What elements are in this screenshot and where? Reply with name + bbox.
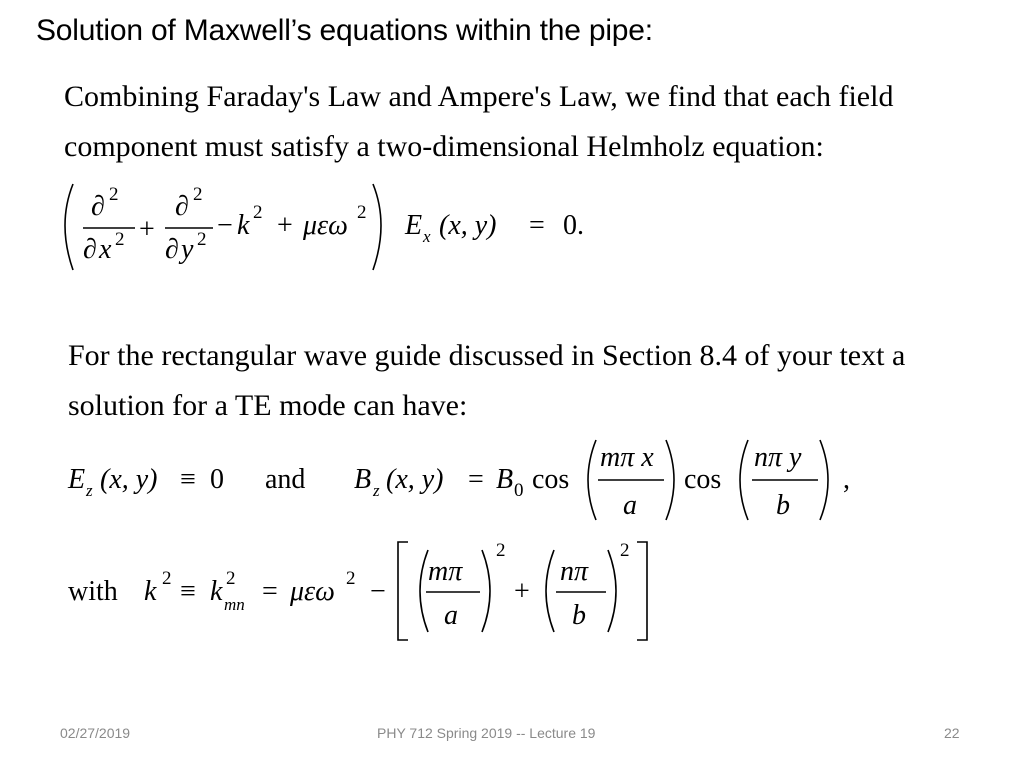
svg-text:cos: cos bbox=[532, 464, 570, 495]
svg-text:0: 0 bbox=[210, 464, 224, 495]
te-mode-paragraph: For the rectangular wave guide discussed in Section 8.4 of your text a solution for a TE mode can have: bbox=[68, 339, 906, 422]
svg-text:∂: ∂ bbox=[175, 191, 189, 222]
svg-text:(x, y): (x, y) bbox=[439, 210, 497, 241]
svg-text:2: 2 bbox=[115, 229, 125, 250]
svg-text:k: k bbox=[237, 210, 250, 241]
svg-text:2: 2 bbox=[162, 568, 172, 589]
svg-text:+: + bbox=[514, 576, 530, 607]
svg-text:−: − bbox=[217, 210, 233, 241]
svg-text:a: a bbox=[444, 600, 458, 631]
svg-text:∂: ∂ bbox=[165, 234, 179, 265]
svg-text:0.: 0. bbox=[563, 210, 584, 241]
svg-text:b: b bbox=[776, 490, 790, 521]
svg-text:+: + bbox=[277, 210, 293, 241]
svg-text:k: k bbox=[210, 576, 223, 607]
svg-text:E: E bbox=[68, 464, 86, 495]
helmholtz-equation bbox=[55, 178, 615, 278]
footer-page-number: 22 bbox=[944, 725, 960, 741]
svg-text:=: = bbox=[529, 210, 545, 241]
svg-text:x: x bbox=[423, 227, 431, 246]
svg-text:nπ y: nπ y bbox=[754, 442, 802, 473]
svg-text:z: z bbox=[86, 481, 93, 500]
svg-text:,: , bbox=[843, 464, 850, 495]
svg-text:mπ: mπ bbox=[428, 556, 463, 587]
svg-text:−: − bbox=[370, 576, 386, 607]
svg-text:with: with bbox=[68, 576, 118, 607]
svg-text:a: a bbox=[623, 490, 637, 521]
svg-text:k: k bbox=[144, 576, 157, 607]
svg-text:mπ x: mπ x bbox=[600, 442, 654, 473]
svg-text:2: 2 bbox=[109, 184, 119, 205]
svg-text:=: = bbox=[262, 576, 278, 607]
svg-text:b: b bbox=[572, 600, 586, 631]
svg-text:nπ: nπ bbox=[560, 556, 589, 587]
intro-paragraph: Combining Faraday's Law and Ampere's Law, we find that each field component must satisfy a two-dimensional Helmholz equation: bbox=[64, 80, 894, 163]
svg-text:μεω: μεω bbox=[303, 210, 348, 241]
svg-text:B: B bbox=[354, 464, 372, 495]
te-mode-equation bbox=[60, 436, 860, 528]
svg-text:x: x bbox=[99, 234, 112, 265]
footer-course: PHY 712 Spring 2019 -- Lecture 19 bbox=[377, 725, 596, 741]
svg-text:2: 2 bbox=[193, 184, 203, 205]
svg-text:2: 2 bbox=[226, 568, 236, 589]
dispersion-equation bbox=[60, 538, 660, 644]
svg-text:and: and bbox=[265, 464, 306, 495]
svg-text:2: 2 bbox=[496, 540, 506, 561]
svg-text:≡: ≡ bbox=[180, 464, 196, 495]
svg-text:2: 2 bbox=[357, 202, 367, 223]
svg-text:E: E bbox=[405, 210, 423, 241]
svg-text:μεω: μεω bbox=[290, 576, 335, 607]
svg-text:2: 2 bbox=[253, 202, 263, 223]
svg-text:≡: ≡ bbox=[180, 576, 196, 607]
svg-text:y: y bbox=[181, 234, 194, 265]
svg-text:∂: ∂ bbox=[83, 234, 97, 265]
svg-text:2: 2 bbox=[197, 229, 207, 250]
svg-text:=: = bbox=[468, 464, 484, 495]
svg-text:z: z bbox=[373, 481, 380, 500]
svg-text:(x, y): (x, y) bbox=[100, 464, 158, 495]
svg-text:mn: mn bbox=[224, 595, 245, 614]
svg-text:∂: ∂ bbox=[91, 191, 105, 222]
svg-text:cos: cos bbox=[684, 464, 722, 495]
svg-text:0: 0 bbox=[514, 480, 524, 501]
svg-text:B: B bbox=[496, 464, 514, 495]
svg-text:2: 2 bbox=[346, 568, 356, 589]
svg-text:+: + bbox=[139, 214, 155, 245]
slide-title: Solution of Maxwell’s equations within the pipe: bbox=[36, 14, 653, 47]
svg-text:(x, y): (x, y) bbox=[386, 464, 444, 495]
footer-date: 02/27/2019 bbox=[60, 725, 131, 741]
svg-text:2: 2 bbox=[620, 540, 630, 561]
